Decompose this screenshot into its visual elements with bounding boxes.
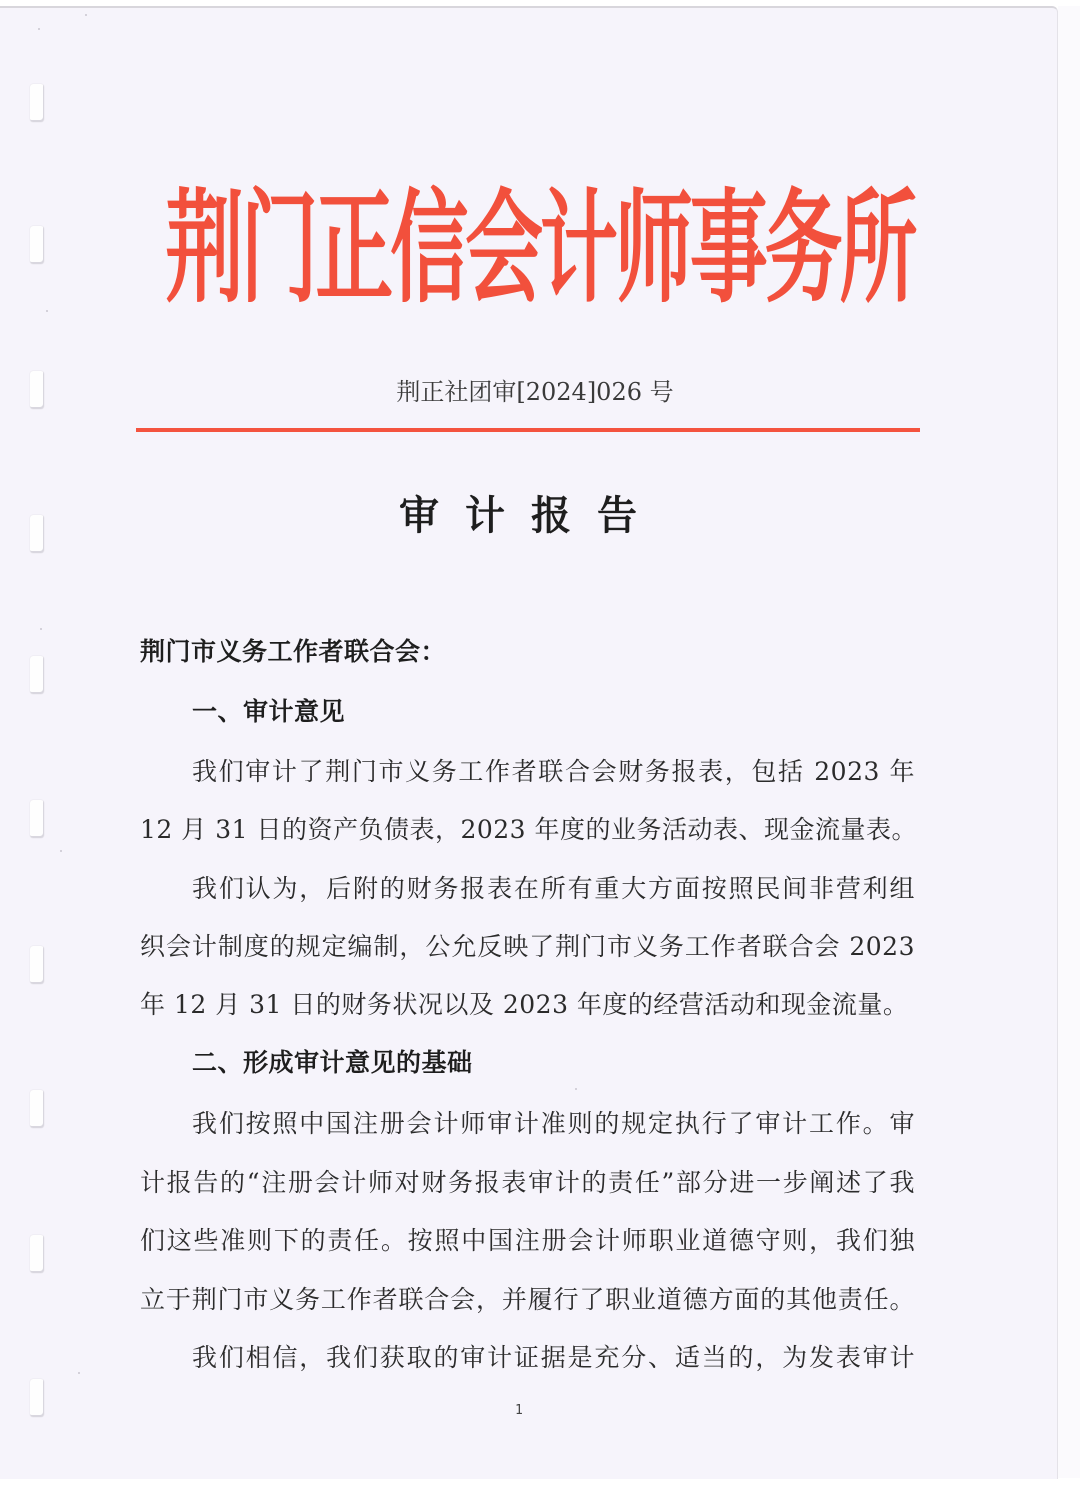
- scan-speck: [40, 628, 42, 630]
- paragraph-line: 们这些准则下的责任。按照中国注册会计师职业道德守则，我们独: [140, 1226, 915, 1255]
- scan-bottom-margin: [0, 1479, 1080, 1498]
- paragraph-line: 我们审计了荆门市义务工作者联合会财务报表，包括 2023 年: [192, 757, 915, 786]
- binding-hole: [30, 656, 44, 694]
- binding-hole: [30, 226, 44, 264]
- page-edge-shadow: [1058, 6, 1080, 1478]
- binding-hole: [30, 800, 44, 838]
- scan-speck: [78, 1372, 80, 1374]
- report-title: 审计报告: [399, 493, 663, 539]
- scan-speck: [575, 1088, 577, 1090]
- binding-hole: [30, 84, 44, 122]
- scan-speck: [85, 14, 87, 16]
- page-number: 1: [515, 1403, 523, 1418]
- paragraph-line: 我们按照中国注册会计师审计准则的规定执行了审计工作。审: [192, 1109, 915, 1138]
- firm-letterhead: 荆门正信会计师事务所: [165, 177, 915, 320]
- paragraph-line: 我们相信，我们获取的审计证据是充分、适当的，为发表审计: [192, 1343, 915, 1372]
- paragraph-line: 年 12 月 31 日的财务状况以及 2023 年度的经营活动和现金流量。: [140, 990, 909, 1019]
- binding-hole: [30, 1090, 44, 1128]
- binding-hole: [30, 946, 44, 984]
- binding-hole: [30, 1235, 44, 1273]
- paragraph-line: 立于荆门市义务工作者联合会，并履行了职业道德方面的其他责任。: [140, 1285, 915, 1314]
- binding-hole: [30, 1379, 44, 1417]
- scan-speck: [46, 310, 48, 312]
- section-heading: 一、审计意见: [192, 697, 346, 726]
- document-number: 荆正社团审[2024]026 号: [396, 378, 674, 406]
- section-heading: 二、形成审计意见的基础: [192, 1048, 473, 1077]
- paragraph-line: 我们认为，后附的财务报表在所有重大方面按照民间非营利组: [192, 874, 915, 903]
- addressee: 荆门市义务工作者联合会：: [140, 637, 447, 666]
- red-divider: [136, 428, 920, 432]
- paragraph-line: 织会计制度的规定编制，公允反映了荆门市义务工作者联合会 2023: [140, 932, 915, 961]
- paragraph-line: 12 月 31 日的资产负债表，2023 年度的业务活动表、现金流量表。: [140, 815, 918, 844]
- scan-speck: [60, 850, 62, 852]
- paragraph-line: 计报告的“注册会计师对财务报表审计的责任”部分进一步阐述了我: [140, 1168, 915, 1197]
- scan-speck: [38, 28, 40, 30]
